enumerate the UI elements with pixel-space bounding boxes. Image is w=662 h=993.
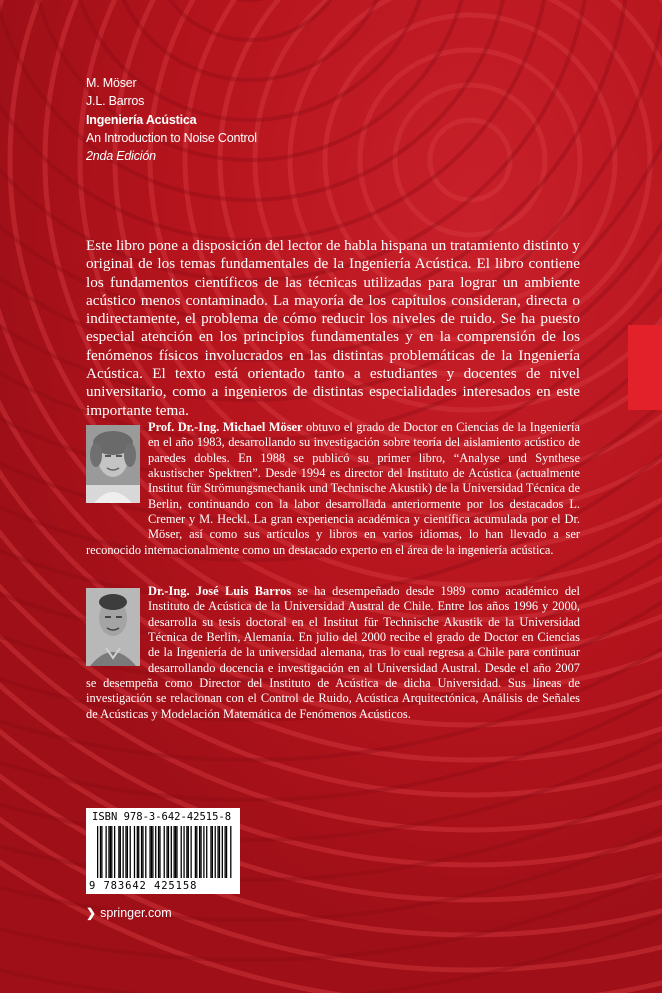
barcode-bar: [206, 826, 207, 878]
chevron-right-icon: ❯: [86, 906, 97, 920]
isbn-barcode: [86, 808, 240, 894]
barcode-bar: [212, 826, 213, 878]
barcode-bar: [101, 826, 102, 878]
barcode-bar: [106, 826, 107, 878]
barcode-bar: [200, 826, 201, 878]
barcode-bar: [191, 826, 192, 878]
barcode-bar: [111, 826, 112, 878]
barcode-bar: [125, 826, 126, 878]
book-description: Este libro pone a disposición del lector de habla hispana un tratamiento distinto y original de los temas fundamentales de la Ingeniería Acústica. El libro contiene los fundamentos científicos de las técnicas utilizadas para lograr un ambiente acústico menos contaminado. La mayoría de los capítulos consideran, directa o indirectamente, el problema de cómo reducir los niveles de ruido. Se ha puesto especial atención en los principios fundamentales y en la comprensión de los fenómenos físicos involucrados en las distintas problemáticas de la Ingeniería Acústica. El texto está orientado tanto a estudiantes y docentes de nivel universitario, como a ingenieros de distintas especialidades interesados en este importante tema.: [86, 237, 580, 419]
barcode-bar: [152, 826, 153, 878]
barcode-bar: [110, 826, 111, 878]
barcode-bar: [130, 826, 131, 878]
author-bio-text-moser: obtuvo el grado de Doctor en Ciencias de la Ingeniería en el año 1983, desarrollando su investigación sobre teoría del aislamiento acústico de paredes dobles. En 1988 se publicó su primer libro, “Analyse und Synthese akustischer Spektren”. Desde 1994 es director del Instituto de Acústica (actualmente Institut für Strömungsmechanik und Technische Akustik) de la Universidad Técnica de Berlin, continuando con la labor desarrollada anteriormente por los destacados L. Cremer y M. Heckl. La gran experiencia académica y científica acumulada por el Dr. Möser, así como sus artículos y libros en varios idiomas, lo han llevado a ser reconocido internacionalmente como un destacado experto en el área de la ingeniería acústica.: [86, 420, 580, 557]
barcode-bar: [142, 826, 143, 878]
barcode-bar: [120, 826, 121, 878]
barcode-bar: [210, 826, 211, 878]
barcode-bar: [145, 826, 146, 878]
book-title: Ingeniería Acústica: [86, 112, 197, 127]
barcode-bar: [123, 826, 124, 878]
barcode-bar: [219, 826, 220, 878]
author-bio-barros: [86, 584, 580, 722]
author-bio-text-barros: se ha desempeñado desde 1989 como académico del Instituto de Acústica de la Universidad Austral de Chile. Entre los años 1996 y 2000, desarrolla su tesis doctoral en el Institut für Technische Akustik de la Universidad Técnica de Berlin, Alemania. En julio del 2000 recibe el grado de Doctor en Ciencias de la Ingeniería de la universidad alemana, tras lo cual regresa a Chile para continuar desarrollando docencia e investigación en al Universidad Austral. Desde el año 2007 se desempeña como Director del Instituto de Acústica de dicha Universidad. Sus líneas de investigación se relacionan con el Control de Ruido, Acústica Arquitectónica, Análisis de Señales de Acústicas y Modelación Matemática de Fenómenos Acústicos.: [86, 584, 580, 721]
barcode-bar: [174, 826, 175, 878]
barcode-bar: [155, 826, 156, 878]
barcode-bar: [168, 826, 169, 878]
barcode-bar: [114, 826, 115, 878]
barcode-bar: [164, 826, 165, 878]
barcode-digits: 9 783642 425158: [89, 880, 198, 892]
barcode-bar: [151, 826, 152, 878]
barcode-bar: [100, 826, 101, 878]
barcode-bar: [215, 826, 216, 878]
barcode-bar: [166, 826, 167, 878]
barcode-bar: [149, 826, 150, 878]
barcode-bar: [158, 826, 159, 878]
barcode-bar: [134, 826, 135, 878]
author-1: M. Möser: [86, 76, 137, 90]
barcode-bar: [226, 826, 227, 878]
barcode-bar: [97, 826, 98, 878]
author-bio-moser: [86, 420, 580, 558]
barcode-bar: [186, 826, 187, 878]
barcode-bar: [188, 826, 189, 878]
book-subtitle: An Introduction to Noise Control: [86, 130, 257, 145]
barcode-bar: [230, 826, 231, 878]
barcode-bar: [159, 826, 160, 878]
side-color-tab: [628, 325, 662, 410]
barcode-bar: [127, 826, 128, 878]
barcode-bar: [171, 826, 172, 878]
barcode-bar: [176, 826, 177, 878]
barcode-bar: [137, 826, 138, 878]
barcode-bar: [108, 826, 109, 878]
barcode-bar: [217, 826, 218, 878]
barcode-bar: [175, 826, 176, 878]
author-name-moser: Prof. Dr.-Ing. Michael Möser: [148, 420, 303, 434]
barcode-bar: [118, 826, 119, 878]
book-edition: 2nda Edición: [86, 149, 156, 164]
publisher-website[interactable]: springer.com: [100, 906, 172, 920]
barcode-bar: [195, 826, 196, 878]
barcode-bar: [181, 826, 182, 878]
barcode-bars: [97, 826, 233, 878]
publisher-link[interactable]: [86, 906, 172, 920]
barcode-bar: [225, 826, 226, 878]
barcode-bar: [203, 826, 204, 878]
barcode-bar: [196, 826, 197, 878]
barcode-bar: [222, 826, 223, 878]
author-2: J.L. Barros: [86, 94, 145, 109]
barcode-bar: [141, 826, 142, 878]
book-header: [86, 74, 257, 165]
barcode-bar: [138, 826, 139, 878]
barcode-bar: [199, 826, 200, 878]
author-name-barros: Dr.-Ing. José Luis Barros: [148, 584, 292, 598]
barcode-bar: [183, 826, 184, 878]
isbn-label: ISBN 978-3-642-42515-8: [92, 811, 232, 823]
